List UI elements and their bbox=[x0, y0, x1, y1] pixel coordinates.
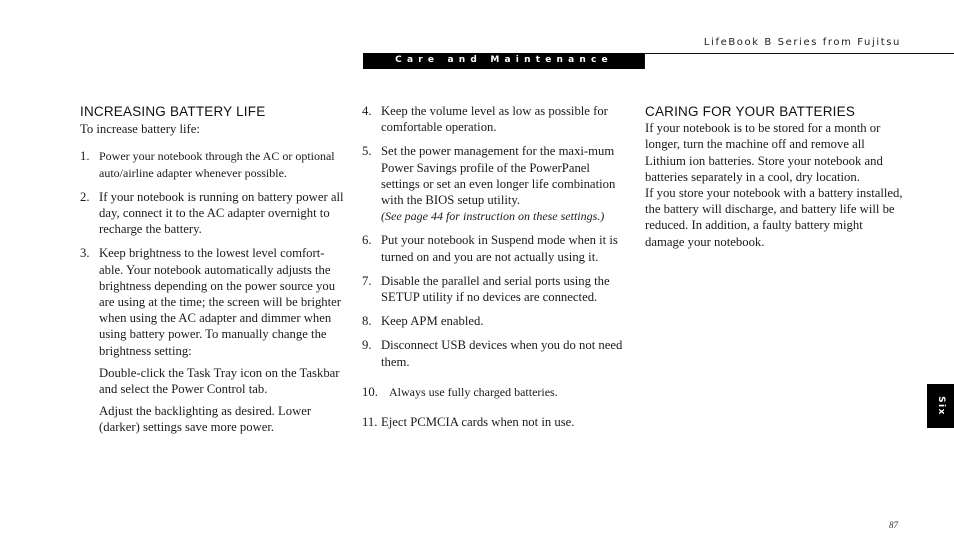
list-item bbox=[362, 384, 624, 400]
item-number: 8. bbox=[362, 314, 372, 329]
section-bar-divider bbox=[644, 53, 645, 69]
item-text: Set the power management for the maxi-mum Power Savings profile of the PowerPanel settings or set an even longer life combination with the BIOS setup utility. bbox=[381, 144, 616, 208]
item-number: 11. bbox=[362, 415, 378, 430]
running-head: LifeBook B Series from Fujitsu bbox=[703, 37, 901, 48]
item-subtext: Double-click the Task Tray icon on the Taskbar and select the Power Control tab. bbox=[99, 365, 340, 397]
item-text: Keep brightness to the lowest level comfort-able. Your notebook automatically adjusts the brightness depending on the power source you are using at the time; the screen will be brighter when using the AC adapter and dimmer when using battery power. To manually change the brightness setting: bbox=[99, 246, 342, 358]
list-item bbox=[362, 143, 624, 224]
item-text: Put your notebook in Suspend mode when it is turned on and you are not actually using it. bbox=[381, 233, 618, 264]
item-text: Always use fully charged batteries. bbox=[389, 384, 558, 399]
page-number: 87 bbox=[889, 520, 898, 530]
list-item bbox=[362, 414, 624, 430]
item-text: If your notebook is running on battery power all day, connect it to the AC adapter overnight to recharge the battery. bbox=[99, 189, 344, 237]
item-number: 10. bbox=[362, 384, 378, 399]
list-item bbox=[362, 232, 624, 264]
intro-text: To increase battery life: bbox=[80, 122, 200, 137]
item-text: Keep the volume level as low as possible for comfortable operation. bbox=[381, 104, 608, 135]
column-increasing-battery-life bbox=[80, 104, 348, 444]
section-bar: Care and Maintenance bbox=[363, 53, 645, 69]
item-note: (See page 44 for instruction on these settings.) bbox=[381, 209, 605, 224]
item-text: Keep APM enabled. bbox=[381, 314, 484, 329]
heading-increasing-battery-life: INCREASING BATTERY LIFE bbox=[80, 104, 266, 119]
item-number: 2. bbox=[80, 189, 90, 204]
item-number: 5. bbox=[362, 144, 372, 159]
chapter-tab bbox=[927, 384, 954, 428]
list-item bbox=[362, 273, 624, 305]
column-caring-for-batteries bbox=[645, 104, 903, 250]
list-item bbox=[80, 245, 348, 435]
item-text: Power your notebook through the AC or optional auto/airline adapter whenever possible. bbox=[99, 149, 335, 180]
list-item bbox=[362, 313, 624, 329]
item-text: Disconnect USB devices when you do not need them. bbox=[381, 338, 623, 369]
list-item bbox=[80, 189, 348, 238]
column-battery-tips-continued bbox=[362, 103, 624, 438]
item-number: 9. bbox=[362, 338, 372, 353]
item-number: 3. bbox=[80, 246, 90, 261]
item-subtext: Adjust the backlighting as desired. Lower (darker) settings save more power. bbox=[99, 404, 312, 435]
item-text: Disable the parallel and serial ports using the SETUP utility if no devices are connected. bbox=[381, 273, 610, 305]
list-item bbox=[80, 148, 348, 180]
item-number: 4. bbox=[362, 104, 372, 118]
chapter-tab-label: Six bbox=[935, 396, 946, 416]
list-item bbox=[362, 337, 624, 369]
item-number: 7. bbox=[362, 273, 372, 288]
item-text: Eject PCMCIA cards when not in use. bbox=[381, 415, 575, 430]
body-paragraph: If your notebook is to be stored for a month or longer, turn the machine off and remove all Lithium ion batteries. Store your notebook and batteries separately in a cool, dry location. bbox=[645, 121, 883, 184]
list-item bbox=[362, 103, 624, 135]
heading-caring-for-batteries: CARING FOR YOUR BATTERIES bbox=[645, 104, 856, 119]
item-number: 6. bbox=[362, 233, 372, 248]
body-paragraph: If you store your notebook with a battery installed, the battery will discharge, and battery life will be reduced. In addition, a faulty battery might damage your notebook. bbox=[645, 186, 903, 249]
item-number: 1. bbox=[80, 149, 90, 164]
